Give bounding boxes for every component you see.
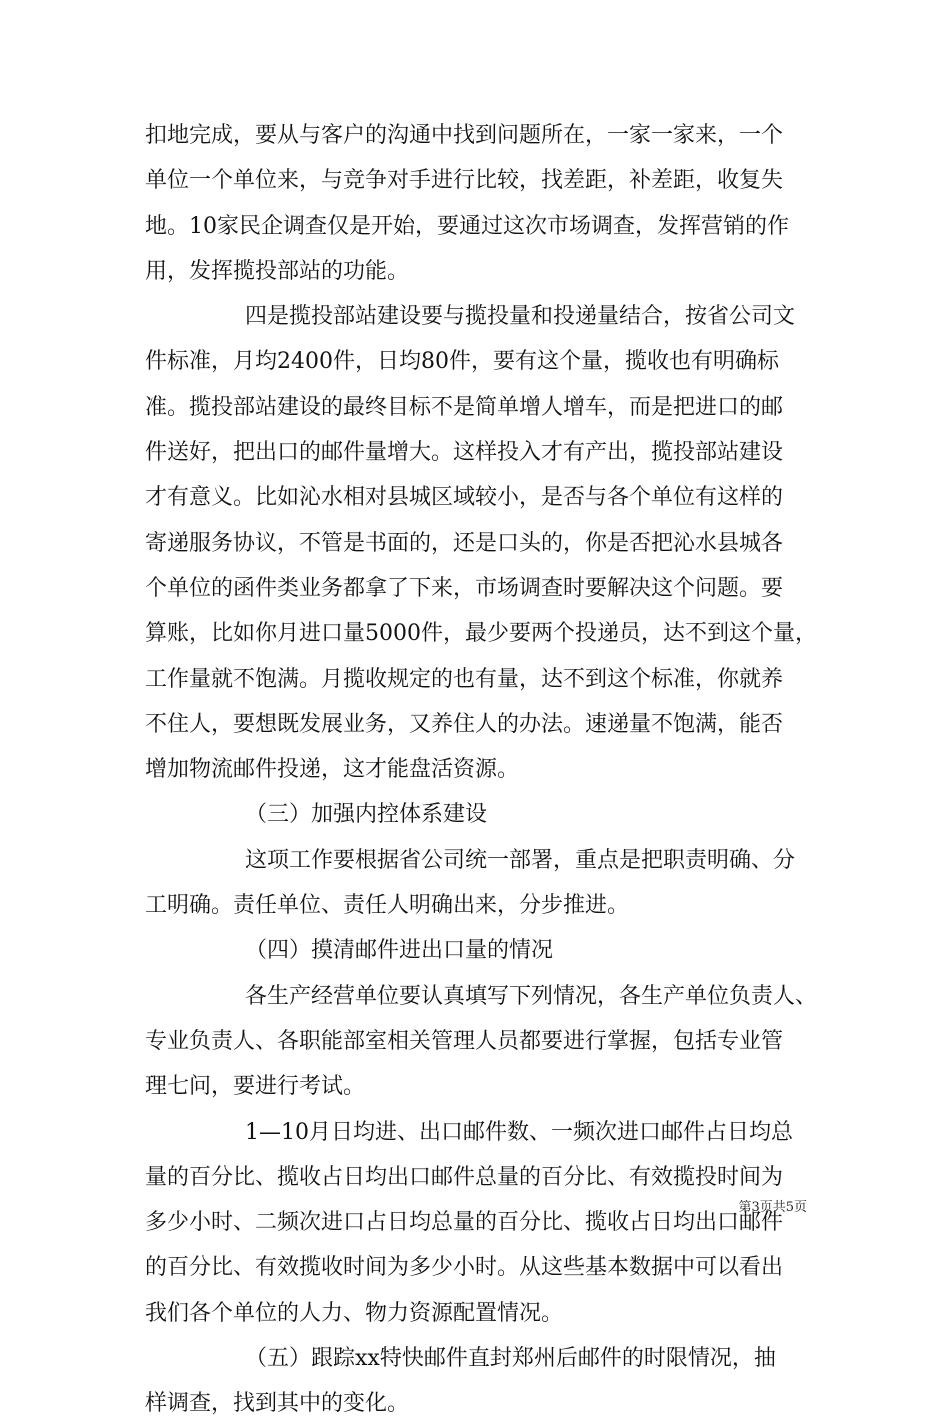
page-number: 第3页共5页: [738, 1200, 807, 1215]
text-line: 专业负责人、各职能部室相关管理人员都要进行掌握，包括专业管: [145, 1028, 784, 1054]
text-line: 增加物流邮件投递，这才能盘活资源。: [145, 757, 520, 783]
section-heading: （三）加强内控体系建设: [245, 802, 488, 828]
section-heading: （四）摸清邮件进出口量的情况: [245, 938, 554, 964]
text-line: 工明确。责任单位、责任人明确出来，分步推进。: [145, 893, 630, 919]
text-line: 准。揽投部站建设的最终目标不是简单增人增车，而是把进口的邮: [145, 394, 784, 420]
text-line: 我们各个单位的人力、物力资源配置情况。: [145, 1300, 564, 1326]
text-line: 不住人，要想既发展业务，又养住人的办法。速递量不饱满，能否: [145, 711, 784, 737]
text-line: 各生产经营单位要认真填写下列情况，各生产单位负责人、: [245, 983, 818, 1009]
text-line: 地。10家民企调查仅是开始，要通过这次市场调查，发挥营销的作: [145, 213, 789, 239]
text-line: 件标准，月均2400件，日均80件，要有这个量，揽收也有明确标: [145, 349, 779, 375]
text-line: 个单位的函件类业务都拿了下来，市场调查时要解决这个问题。要: [145, 575, 784, 601]
text-line: 扣地完成，要从与客户的沟通中找到问题所在，一家一家来，一个: [145, 123, 784, 148]
text-line: 多少小时、二频次进口占日均总量的百分比、揽收占日均出口邮件: [145, 1210, 784, 1236]
text-line: 量的百分比、揽收占日均出口邮件总量的百分比、有效揽投时间为: [145, 1164, 784, 1190]
text-line: 工作量就不饱满。月揽收规定的也有量，达不到这个标准，你就养: [145, 666, 784, 692]
text-line: 才有意义。比如沁水相对县城区域较小，是否与各个单位有这样的: [145, 485, 784, 511]
text-line: 1—10月日均进、出口邮件数、一频次进口邮件占日均总: [245, 1119, 793, 1145]
text-line: 件送好，把出口的邮件量增大。这样投入才有产出，揽投部站建设: [145, 440, 784, 466]
text-line: 单位一个单位来，与竞争对手进行比较，找差距，补差距，收复失: [145, 168, 784, 194]
text-line: 的百分比、有效揽收时间为多少小时。从这些基本数据中可以看出: [145, 1255, 784, 1281]
text-line: 用，发挥揽投部站的功能。: [145, 258, 410, 284]
text-line: 理七问，要进行考试。: [145, 1074, 366, 1100]
text-line: 四是揽投部站建设要与揽投量和投递量结合，按省公司文: [245, 304, 796, 330]
text-line: 这项工作要根据省公司统一部署，重点是把职责明确、分: [245, 847, 796, 873]
text-line: 算账，比如你月进口量5000件，最少要两个投递员，达不到这个量，: [145, 621, 817, 647]
section-heading: （五）跟踪xx特快邮件直封郑州后邮件的时限情况，抽: [245, 1346, 776, 1372]
text-line: 样调查，找到其中的变化。: [145, 1391, 410, 1417]
text-line: 寄递服务协议，不管是书面的，还是口头的，你是否把沁水县城各: [145, 530, 784, 556]
body-text: [145, 113, 818, 1427]
